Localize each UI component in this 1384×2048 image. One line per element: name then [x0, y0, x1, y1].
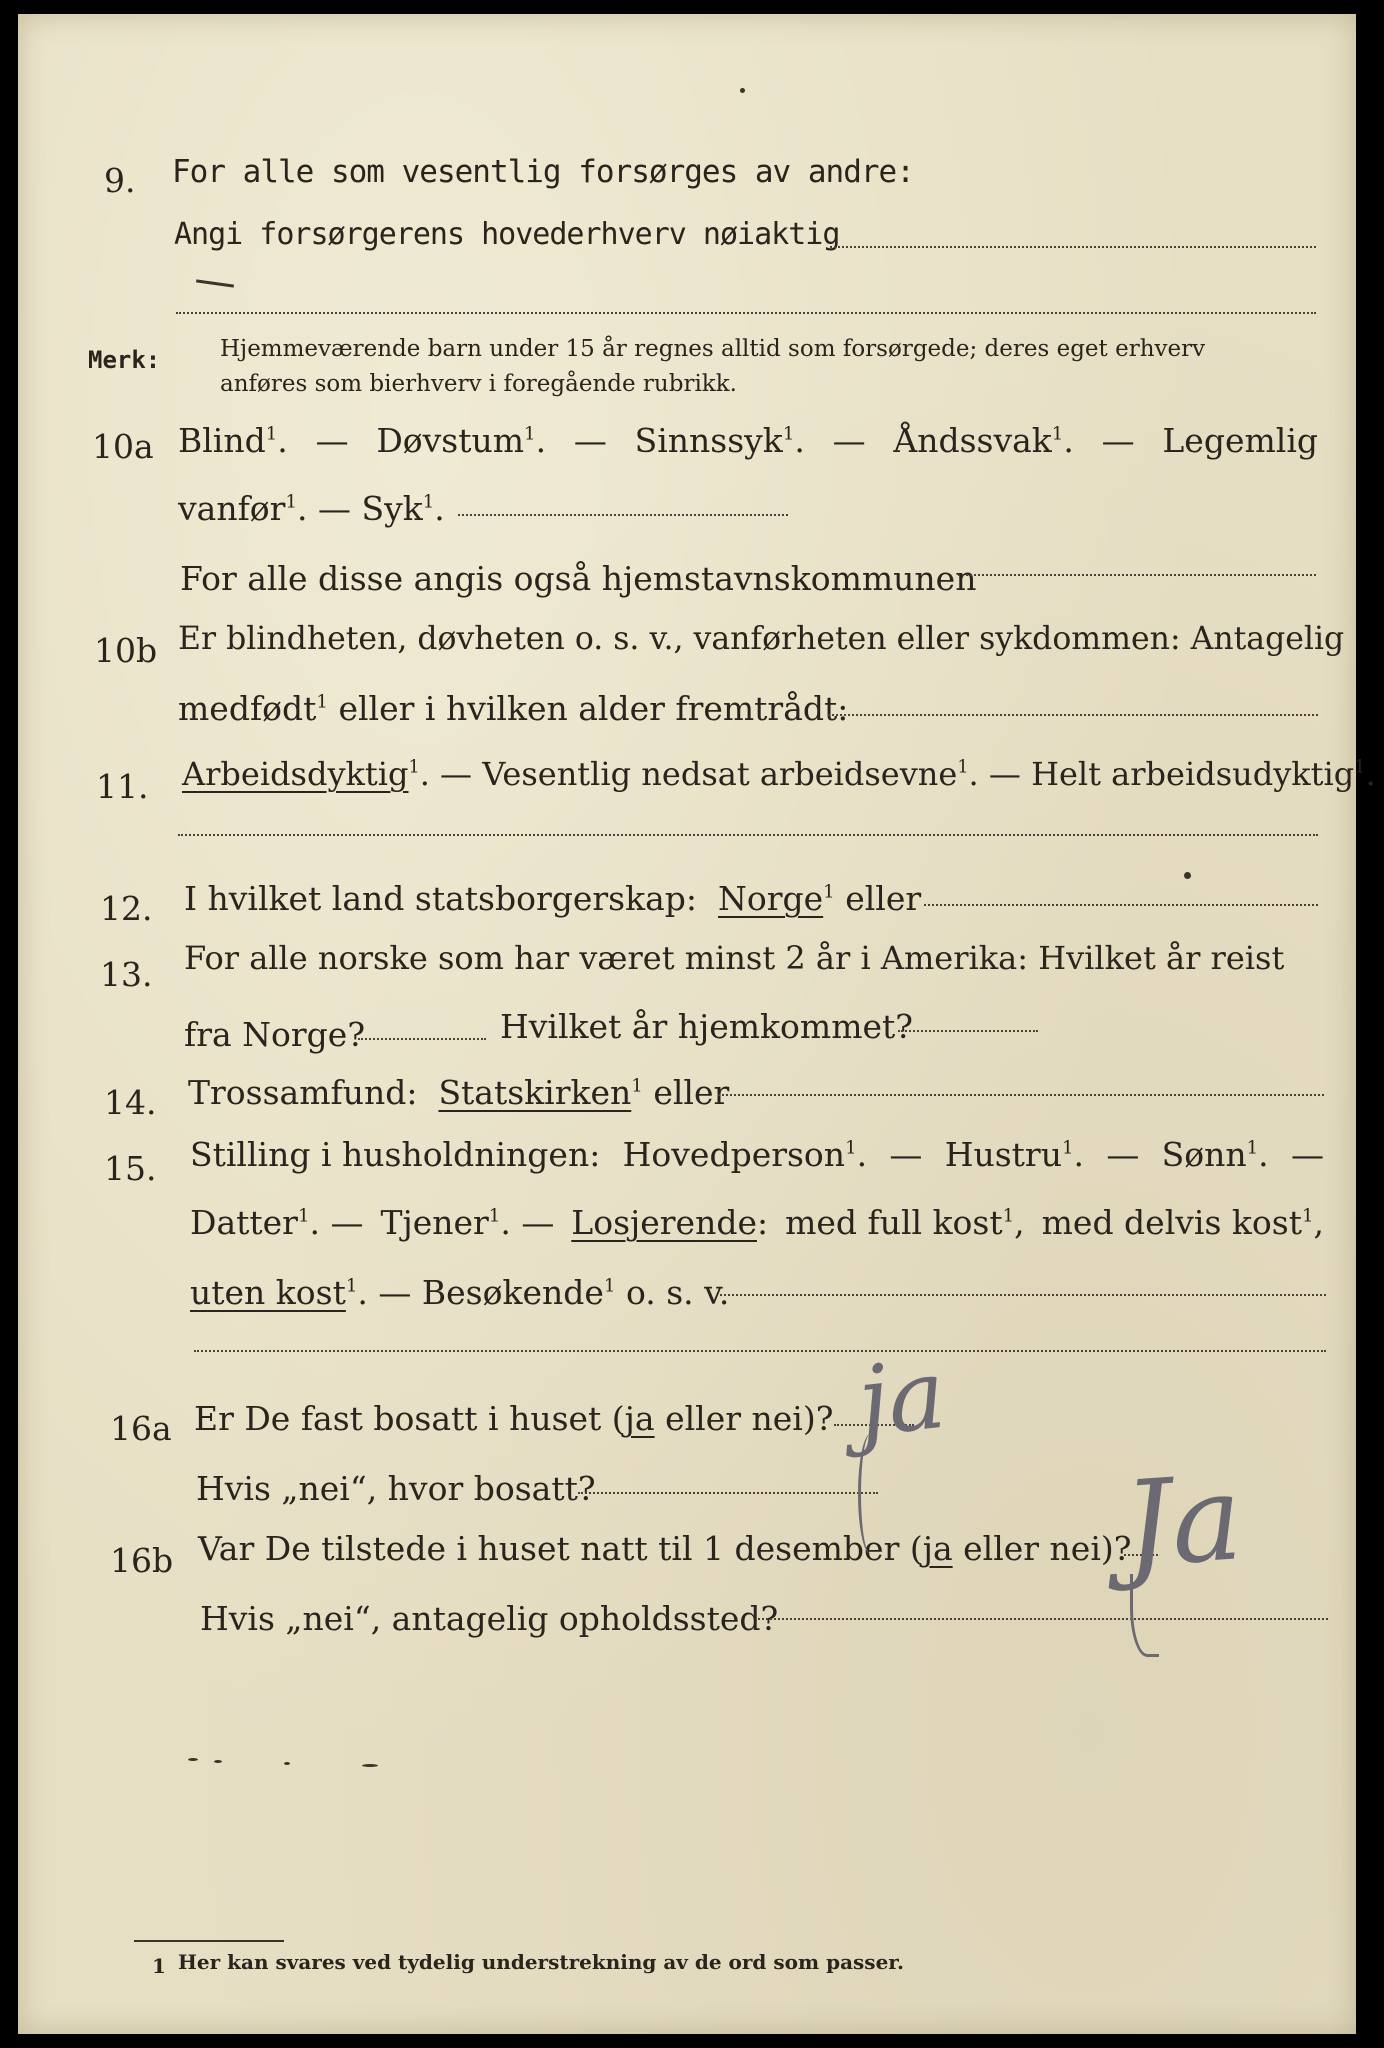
q16b-opholdssted-line	[758, 1618, 1328, 1620]
speck	[1184, 872, 1191, 879]
q15-datter: Datter$^1$. —	[190, 1203, 364, 1242]
q16b-number: 16b	[110, 1541, 174, 1580]
q9-answer-line-2	[176, 312, 1316, 314]
q11-number: 11.	[96, 767, 149, 806]
q14-number: 14.	[104, 1083, 157, 1122]
q10a-legemlig: Legemlig	[1162, 421, 1318, 460]
q16a-ja-option: ja	[624, 1399, 655, 1438]
q16a-line1: Er De fast bosatt i huset (ja eller nei)?	[194, 1399, 834, 1438]
q13-line2a: fra Norge?	[184, 1015, 366, 1054]
q15-number: 15.	[104, 1149, 157, 1188]
q9-number: 9.	[104, 161, 136, 200]
ink-mark	[196, 279, 234, 287]
q10a-number: 10a	[92, 427, 154, 466]
q10a-andssvak: Åndssvak$^1$.	[893, 421, 1074, 460]
speck	[362, 1764, 378, 1767]
footnote-rule	[134, 1940, 284, 1942]
q14-answer-line	[718, 1094, 1324, 1096]
q16b-line2: Hvis „nei“, antagelig opholdssted?	[200, 1599, 779, 1638]
speck	[188, 1758, 198, 1761]
q15-line3: uten kost$^1$. — Besøkende$^1$ o. s. v.	[190, 1273, 730, 1312]
q9-answer-line	[830, 246, 1316, 248]
q14-statskirken: Statskirken	[438, 1073, 632, 1112]
merk-label: Merk:	[88, 346, 161, 374]
q15-answer-line	[720, 1294, 1326, 1296]
q10a-sinnssyk: Sinnssyk$^1$.	[634, 421, 805, 460]
speck	[284, 1762, 290, 1765]
q10a-answer-line	[458, 514, 788, 516]
q11-answer-line	[178, 834, 1318, 836]
q10b-answer-line	[828, 714, 1318, 716]
q15-hovedperson: Hovedperson$^1$.	[622, 1135, 868, 1174]
q10b-line2: medfødt$^1$ eller i hvilken alder fremtrådt:	[178, 689, 849, 728]
handwritten-answer-16b: Ja	[1119, 1448, 1247, 1594]
q10b-number: 10b	[94, 631, 158, 670]
q15-med-full: med full kost$^1$,	[785, 1203, 1025, 1242]
q10a-dovstum: Døvstum$^1$.	[376, 421, 547, 460]
q16a-line2: Hvis „nei“, hvor bosatt?	[196, 1469, 596, 1508]
census-form-page	[18, 14, 1376, 2034]
q14-line: Trossamfund: Statskirken$^1$ eller	[188, 1073, 730, 1112]
q15-losjerende: Losjerende:	[571, 1203, 769, 1242]
dash: —	[315, 421, 349, 460]
footnote-text: Her kan svares ved tydelig understrekning av de ord som passer.	[178, 1950, 904, 1974]
q15-line1: Stilling i husholdningen: Hovedperson$^1$. — Hustru$^1$. — Sønn$^1$. —	[190, 1135, 1324, 1174]
dash: —	[1101, 421, 1135, 460]
footnote-mark: 1	[152, 1954, 166, 1978]
q15-uten-kost: uten kost	[190, 1273, 346, 1312]
q15-line2	[190, 1203, 1324, 1242]
q15-hustru: Hustru$^1$.	[944, 1135, 1085, 1174]
dash: —	[832, 421, 866, 460]
handwritten-answer-16a: ja	[852, 1337, 951, 1459]
dash: —	[573, 421, 607, 460]
merk-line1: Hjemmeværende barn under 15 år regnes alltid som forsørgede; deres eget erhverv	[220, 336, 1206, 362]
q16b-line1: Var De tilstede i huset natt til 1 desember (ja eller nei)?	[198, 1529, 1132, 1568]
q12-line: I hvilket land statsborgerskap: Norge$^1$ eller	[184, 879, 922, 918]
q15-sonn: Sønn$^1$.	[1161, 1135, 1269, 1174]
q11-line1: Arbeidsdyktig$^1$. — Vesentlig nedsat arbeidsevne$^1$. — Helt arbeidsudyktig$^1$.	[182, 755, 1376, 793]
q12-answer-line	[924, 904, 1318, 906]
q10a-line1	[178, 421, 1318, 460]
q12-norge: Norge	[718, 879, 824, 918]
q10b-line1: Er blindheten, døvheten o. s. v., vanførheten eller sykdommen: Antagelig	[178, 621, 1345, 657]
speck	[740, 88, 745, 93]
q13-number: 13.	[100, 955, 153, 994]
q9-line1: For alle som vesentlig forsørges av andre:	[172, 154, 914, 190]
q10a-line2: vanfør$^1$. — Syk$^1$.	[178, 489, 445, 528]
q16a-bosatt-line	[578, 1492, 878, 1494]
q13-line1: For alle norske som har været minst 2 år i Amerika: Hvilket år reist	[184, 939, 1285, 977]
q12-number: 12.	[100, 889, 153, 928]
q16a-number: 16a	[110, 1409, 172, 1448]
handwriting-stroke	[1130, 1574, 1159, 1657]
q15-tjener: Tjener$^1$. —	[380, 1203, 555, 1242]
q10a-kommune-line	[958, 574, 1316, 576]
q10a-blind: Blind$^1$.	[178, 421, 288, 460]
merk-line2: anføres som bierhverv i foregående rubrikk.	[220, 371, 737, 397]
q16b-ja-option: ja	[922, 1529, 953, 1568]
q13-reist-line	[358, 1038, 486, 1040]
q13-line2b: Hvilket år hjemkommet?	[500, 1007, 913, 1046]
speck	[214, 1760, 222, 1763]
q9-line2: Angi forsørgerens hovederhverv nøiaktig	[174, 217, 840, 252]
q13-hjemkommet-line	[898, 1030, 1038, 1032]
q11-arbeidsdyktig: Arbeidsdyktig	[182, 755, 409, 793]
q15-answer-line-2	[194, 1350, 1326, 1352]
q15-med-delvis: med delvis kost$^1$,	[1041, 1203, 1324, 1242]
q10a-line3: For alle disse angis også hjemstavnskommunen	[180, 559, 977, 598]
handwriting-stroke	[858, 1434, 883, 1554]
